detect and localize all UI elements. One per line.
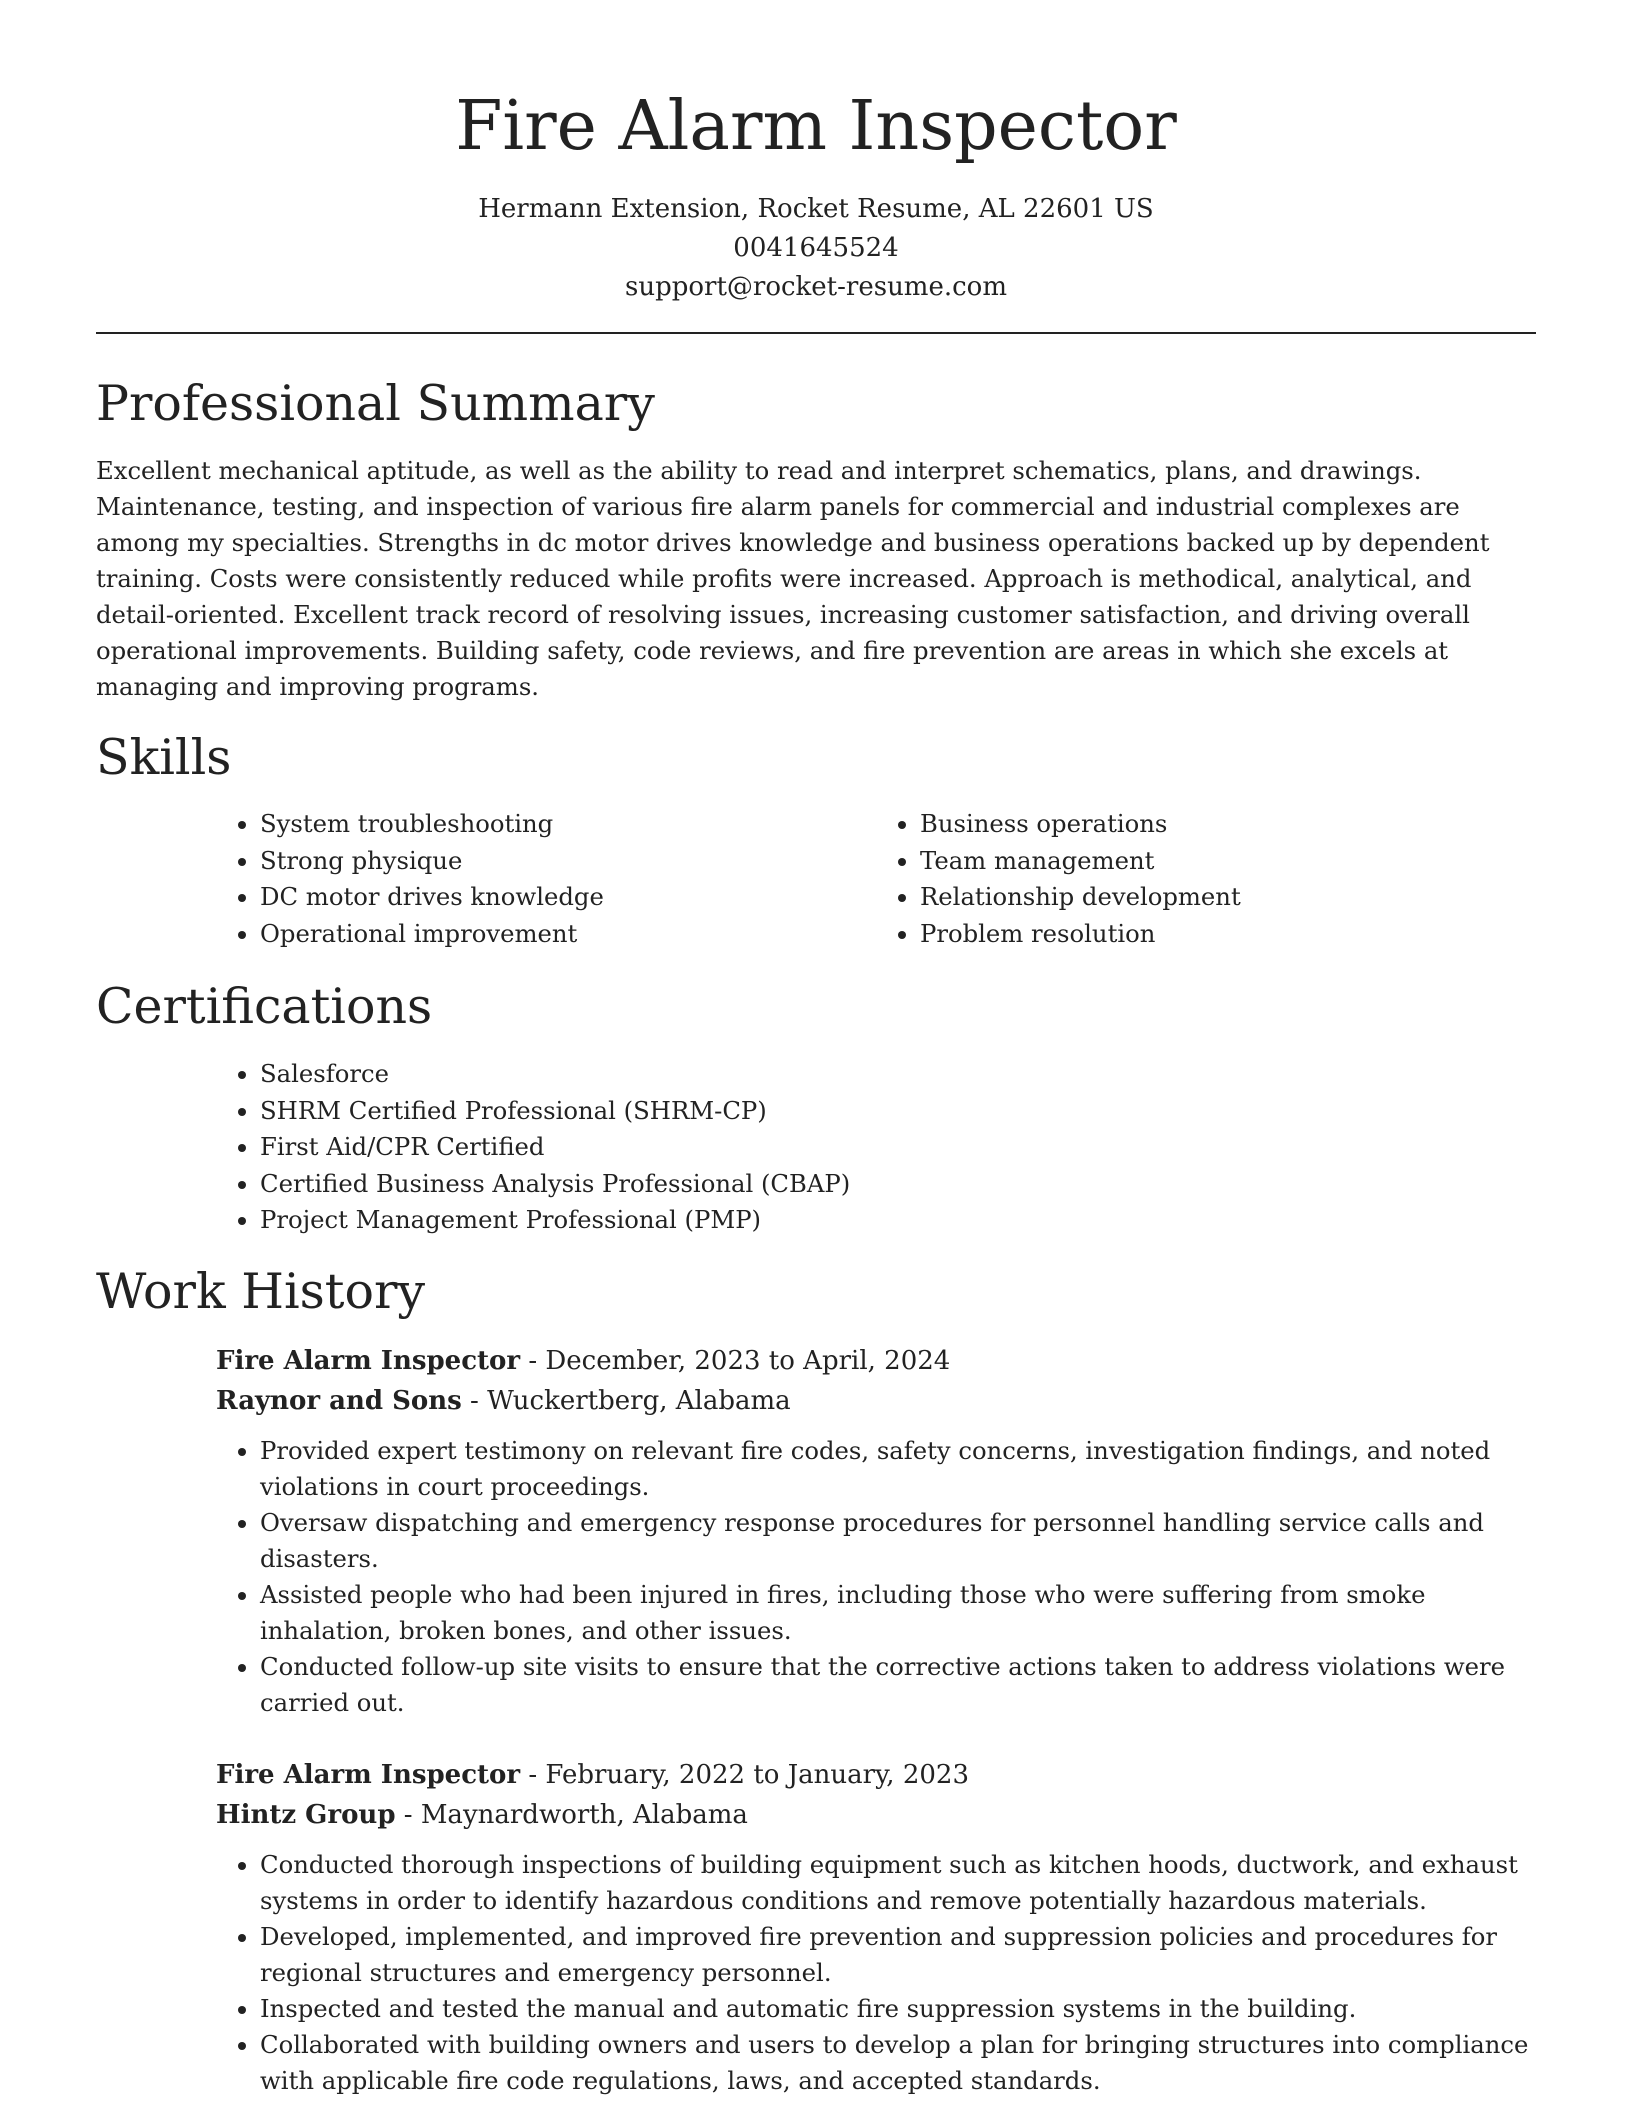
certification-item: • Salesforce bbox=[260, 1056, 1536, 1093]
job-company-line bbox=[216, 1795, 1536, 1835]
job-entry bbox=[216, 1755, 1536, 2099]
job-bullet-list bbox=[216, 1847, 1536, 2099]
job-bullet: • Conducted thorough inspections of building equipment such as kitchen hoods, ductwork, and exhaust systems in order to identify hazardous conditions and remove potentially hazardous materials. bbox=[260, 1847, 1536, 1919]
skills-list-left bbox=[216, 806, 876, 952]
job-entry bbox=[216, 1341, 1536, 1721]
skill-item: • System troubleshooting bbox=[260, 806, 876, 843]
header-divider bbox=[96, 332, 1536, 334]
contact-address: Hermann Extension, Rocket Resume, AL 22601 US bbox=[478, 194, 1154, 224]
job-title-line bbox=[216, 1755, 1536, 1795]
job-bullet: • Collaborated with building owners and users to develop a plan for bringing structures into compliance with applicable fire code regulations, laws, and accepted standards. bbox=[260, 2027, 1536, 2099]
certification-item: • First Aid/CPR Certified bbox=[260, 1129, 1536, 1166]
skill-item: • Team management bbox=[920, 843, 1536, 880]
summary-section bbox=[96, 373, 1536, 705]
job-bullet: • Oversaw dispatching and emergency response procedures for personnel handling service calls and disasters. bbox=[260, 1505, 1536, 1577]
skills-section bbox=[96, 727, 1536, 952]
certification-item: • Project Management Professional (PMP) bbox=[260, 1202, 1536, 1239]
skills-list-right bbox=[876, 806, 1536, 952]
job-company-line bbox=[216, 1381, 1536, 1421]
skills-title: Skills bbox=[96, 729, 232, 786]
job-dates: - February, 2022 to January, 2023 bbox=[520, 1759, 969, 1790]
job-title: Fire Alarm Inspector bbox=[216, 1345, 521, 1376]
resume-page bbox=[96, 0, 1536, 2099]
job-bullet: • Inspected and tested the manual and automatic fire suppression systems in the building. bbox=[260, 1991, 1536, 2027]
job-company: Raynor and Sons bbox=[216, 1385, 462, 1416]
job-bullet: • Developed, implemented, and improved fire prevention and suppression policies and procedures for regional structures and emergency personnel. bbox=[260, 1919, 1536, 1991]
certifications-list bbox=[216, 1056, 1536, 1239]
skills-grid bbox=[216, 806, 1536, 952]
contact-block bbox=[96, 190, 1536, 307]
job-title: Fire Alarm Inspector bbox=[216, 1759, 521, 1790]
certifications-section bbox=[96, 976, 1536, 1239]
job-company: Hintz Group bbox=[216, 1799, 396, 1830]
skill-item: • Operational improvement bbox=[260, 916, 876, 953]
job-dates: - December, 2023 to April, 2024 bbox=[520, 1345, 951, 1376]
work-history-title: Work History bbox=[96, 1262, 426, 1320]
skill-item: • Business operations bbox=[920, 806, 1536, 843]
certification-item: • SHRM Certified Professional (SHRM-CP) bbox=[260, 1093, 1536, 1130]
candidate-name: Fire Alarm Inspector bbox=[455, 87, 1177, 166]
skill-item: • Strong physique bbox=[260, 843, 876, 880]
resume-header bbox=[96, 0, 1536, 307]
job-title-line bbox=[216, 1341, 1536, 1381]
job-bullet: • Conducted follow-up site visits to ensure that the corrective actions taken to address violations were carried out. bbox=[260, 1649, 1536, 1721]
skill-item: • Relationship development bbox=[920, 879, 1536, 916]
job-bullet: • Provided expert testimony on relevant fire codes, safety concerns, investigation findings, and noted violations in court proceedings. bbox=[260, 1433, 1536, 1505]
job-location: - Wuckertberg, Alabama bbox=[461, 1385, 791, 1416]
work-history-section bbox=[96, 1261, 1536, 2099]
contact-phone: 0041645524 bbox=[733, 233, 899, 263]
job-bullet-list bbox=[216, 1433, 1536, 1721]
job-bullet: • Assisted people who had been injured in fires, including those who were suffering from smoke inhalation, broken bones, and other issues. bbox=[260, 1577, 1536, 1649]
certification-item: • Certified Business Analysis Professional (CBAP) bbox=[260, 1166, 1536, 1203]
skill-item: • Problem resolution bbox=[920, 916, 1536, 953]
job-location: - Maynardworth, Alabama bbox=[395, 1799, 748, 1830]
summary-text: Excellent mechanical aptitude, as well as the ability to read and interpret schematics, plans, and drawings. Maintenance, testing, and inspection of various fire alarm panels for commercial and industrial complexes are among my specialties. Strengths in dc motor drives knowledge and business operations backed up by dependent training. Costs were consistently reduced while profits were increased. Approach is methodical, analytical, and detail-oriented. Excellent track record of resolving issues, increasing customer satisfaction, and driving overall operational improvements. Building safety, code reviews, and fire prevention are areas in which she excels at managing and improving programs. bbox=[96, 456, 1490, 701]
skill-item: • DC motor drives knowledge bbox=[260, 879, 876, 916]
summary-title: Professional Summary bbox=[96, 375, 655, 432]
contact-email: support@rocket-resume.com bbox=[624, 272, 1007, 302]
certifications-title: Certifications bbox=[96, 978, 433, 1035]
